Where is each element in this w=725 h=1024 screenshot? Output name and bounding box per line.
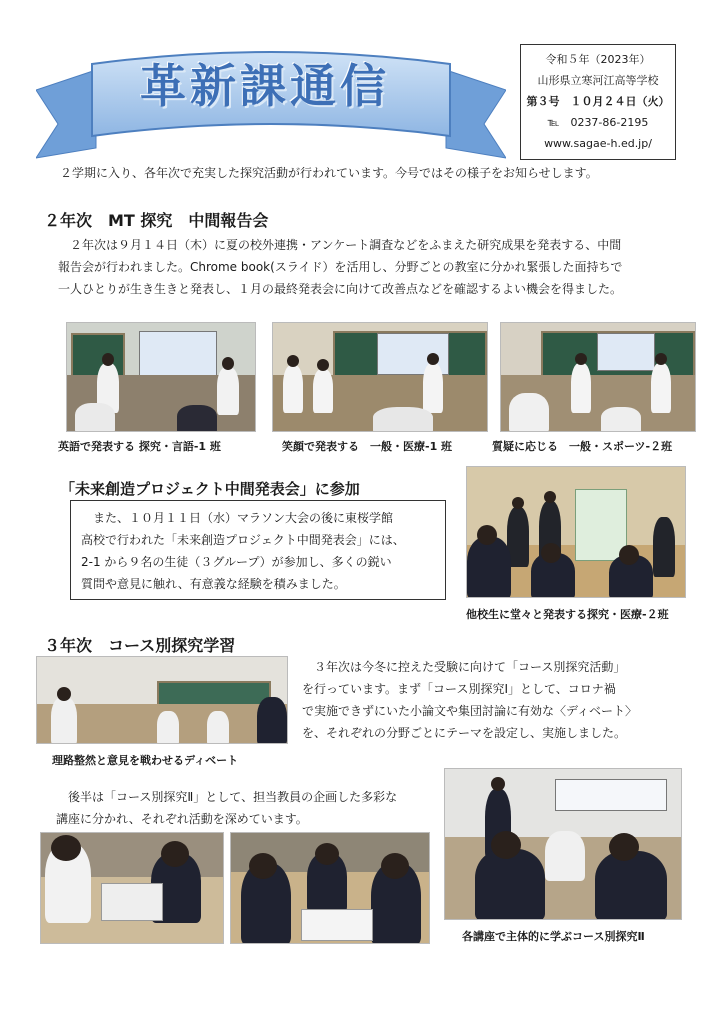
paragraph-line: を、それぞれの分野ごとにテーマを設定し、実施しました。	[302, 726, 627, 740]
paragraph-line: ２年次は９月１４日（木）に夏の校外連携・アンケート調査などをふまえた研究成果を発表する、中間	[58, 238, 622, 252]
photo-course-study-2	[230, 832, 430, 944]
phone-number: ℡ 0237-86-2195	[547, 116, 649, 129]
issue-number-date: 第３号 １０月２４日（火）	[526, 95, 670, 108]
section-heading-year2: ２年次 MT 探究 中間報告会	[44, 211, 269, 230]
photo-debate	[36, 656, 288, 744]
caption-other-school-presentation: 他校生に堂々と発表する探究・医療-２班	[466, 608, 669, 621]
paragraph-line: 一人ひとりが生き生きと発表し、１月の最終発表会に向けて改善点などを確認するよい機会を得ました。	[58, 282, 623, 296]
paragraph-line: を行っています。まず「コース別探究Ⅰ」として、コロナ禍	[302, 682, 616, 696]
section-body-year3	[302, 656, 637, 744]
caption-qa-session: 質疑に応じる 一般・スポーツ-２班	[492, 440, 673, 453]
paragraph-line: 質問や意見に触れ、有意義な経験を積みました。	[81, 577, 346, 591]
paragraph-line: また、１０月１１日（水）マラソン大会の後に東桜学館	[81, 511, 394, 525]
caption-debate: 理路整然と意見を戦わせるディベート	[52, 754, 239, 767]
mirai-project-box	[70, 500, 446, 600]
paragraph-line: 講座に分かれ、それぞれ活動を深めています。	[56, 812, 308, 826]
caption-course-study: 各講座で主体的に学ぶコース別探究Ⅱ	[462, 930, 645, 943]
issue-info-box	[520, 44, 676, 160]
caption-english-presentation: 英語で発表する 探究・言語-1 班	[58, 440, 221, 453]
paragraph-line: ３年次は今冬に控えた受験に向けて「コース別探究活動」	[302, 660, 626, 674]
paragraph-line: 高校で行われた「未来創造プロジェクト中間発表会」には、	[81, 533, 405, 547]
paragraph-line: 2-1 から９名の生徒（３グループ）が参加し、多くの鋭い	[81, 555, 392, 569]
caption-smiling-presentation: 笑顔で発表する 一般・医療-1 班	[282, 440, 453, 453]
school-url: www.sagae-h.ed.jp/	[544, 137, 652, 150]
section-body-year3-part2	[56, 786, 397, 830]
issue-era: 令和５年（2023年）	[545, 53, 651, 66]
photo-smiling-presentation	[272, 322, 488, 432]
paragraph-line: 報告会が行われました。Chrome book(スライド）を活用し、分野ごとの教室に分かれ緊張した面持ちで	[58, 260, 623, 274]
newsletter-title: 革新課通信	[140, 59, 390, 113]
photo-qa-session	[500, 322, 696, 432]
paragraph-line: で実施できずにいた小論文や集団討論に有効な〈ディベート〉	[302, 704, 638, 718]
intro-text: ２学期に入り、各年次で充実した探究活動が行われています。今号ではその様子をお知らせします。	[60, 166, 598, 180]
paragraph-line: 後半は「コース別探究Ⅱ」として、担当教員の企画した多彩な	[56, 790, 398, 804]
section-body-year2	[58, 234, 698, 300]
section-heading-year3: ３年次 コース別探究学習	[44, 636, 236, 655]
photo-english-presentation	[66, 322, 256, 432]
photo-other-school-presentation	[466, 466, 686, 598]
photo-course-study-3	[444, 768, 682, 920]
school-name: 山形県立寒河江高等学校	[537, 74, 659, 87]
photo-course-study-1	[40, 832, 224, 944]
mirai-project-heading: 「未来創造プロジェクト中間発表会」に参加	[60, 480, 360, 498]
